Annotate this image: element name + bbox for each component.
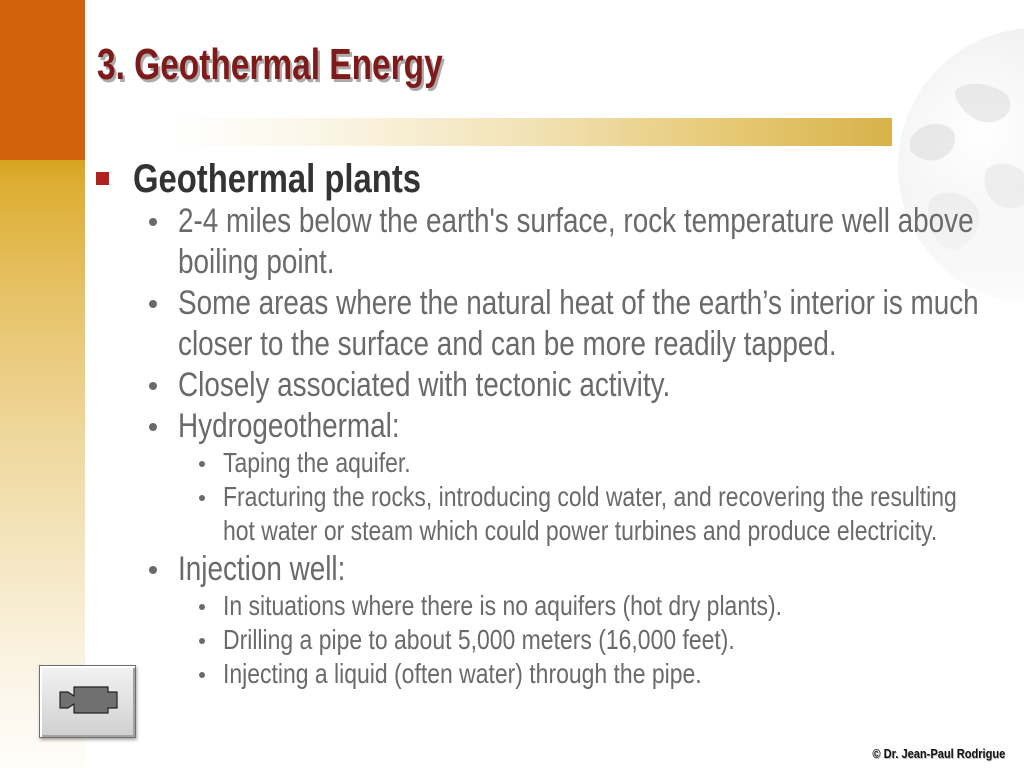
bullet-point: Injection well: <box>178 550 346 588</box>
sub-bullet-point: In situations where there is no aquifers (hot dry plants). <box>223 590 782 621</box>
bullet-point: 2-4 miles below the earth's surface, rock temperature well above boiling point. <box>178 202 974 281</box>
bullet-square-icon <box>96 172 109 185</box>
copyright-notice: © Dr. Jean-Paul Rodrigue <box>872 746 1005 761</box>
bullet-point: Hydrogeothermal: <box>178 407 400 445</box>
bullet-point: Closely associated with tectonic activity. <box>178 366 671 404</box>
bullet-dot-icon <box>149 382 157 390</box>
bullet-point: Some areas where the natural heat of the earth’s interior is much closer to the surface and can be more readily tapped. <box>178 284 979 363</box>
movie-camera-icon <box>40 666 135 737</box>
slide-title: 3. Geothermal Energy <box>97 40 443 89</box>
sub-bullet-point: Drilling a pipe to about 5,000 meters (16,000 feet). <box>223 624 735 655</box>
accent-bar-top <box>0 0 85 160</box>
sub-bullet-point: Taping the aquifer. <box>223 447 411 478</box>
bullet-dot-icon <box>149 218 157 226</box>
sub-bullet-dot-icon <box>199 495 205 501</box>
bullet-dot-icon <box>149 423 157 431</box>
movie-action-button[interactable] <box>39 665 136 738</box>
title-underline-bar <box>170 118 892 146</box>
sub-bullet-dot-icon <box>199 638 205 644</box>
sub-bullet-point: Injecting a liquid (often water) through the pipe. <box>223 658 702 689</box>
camera-shape <box>60 687 117 713</box>
bullet-dot-icon <box>149 566 157 574</box>
sub-bullet-point: Fracturing the rocks, introducing cold water, and recovering the resulting hot water or steam which could power turbines and produce electricity. <box>223 481 957 546</box>
bullet-heading: Geothermal plants <box>133 157 421 201</box>
sub-bullet-dot-icon <box>199 604 205 610</box>
sub-bullet-dot-icon <box>199 461 205 467</box>
bullet-dot-icon <box>149 300 157 308</box>
sub-bullet-dot-icon <box>199 672 205 678</box>
